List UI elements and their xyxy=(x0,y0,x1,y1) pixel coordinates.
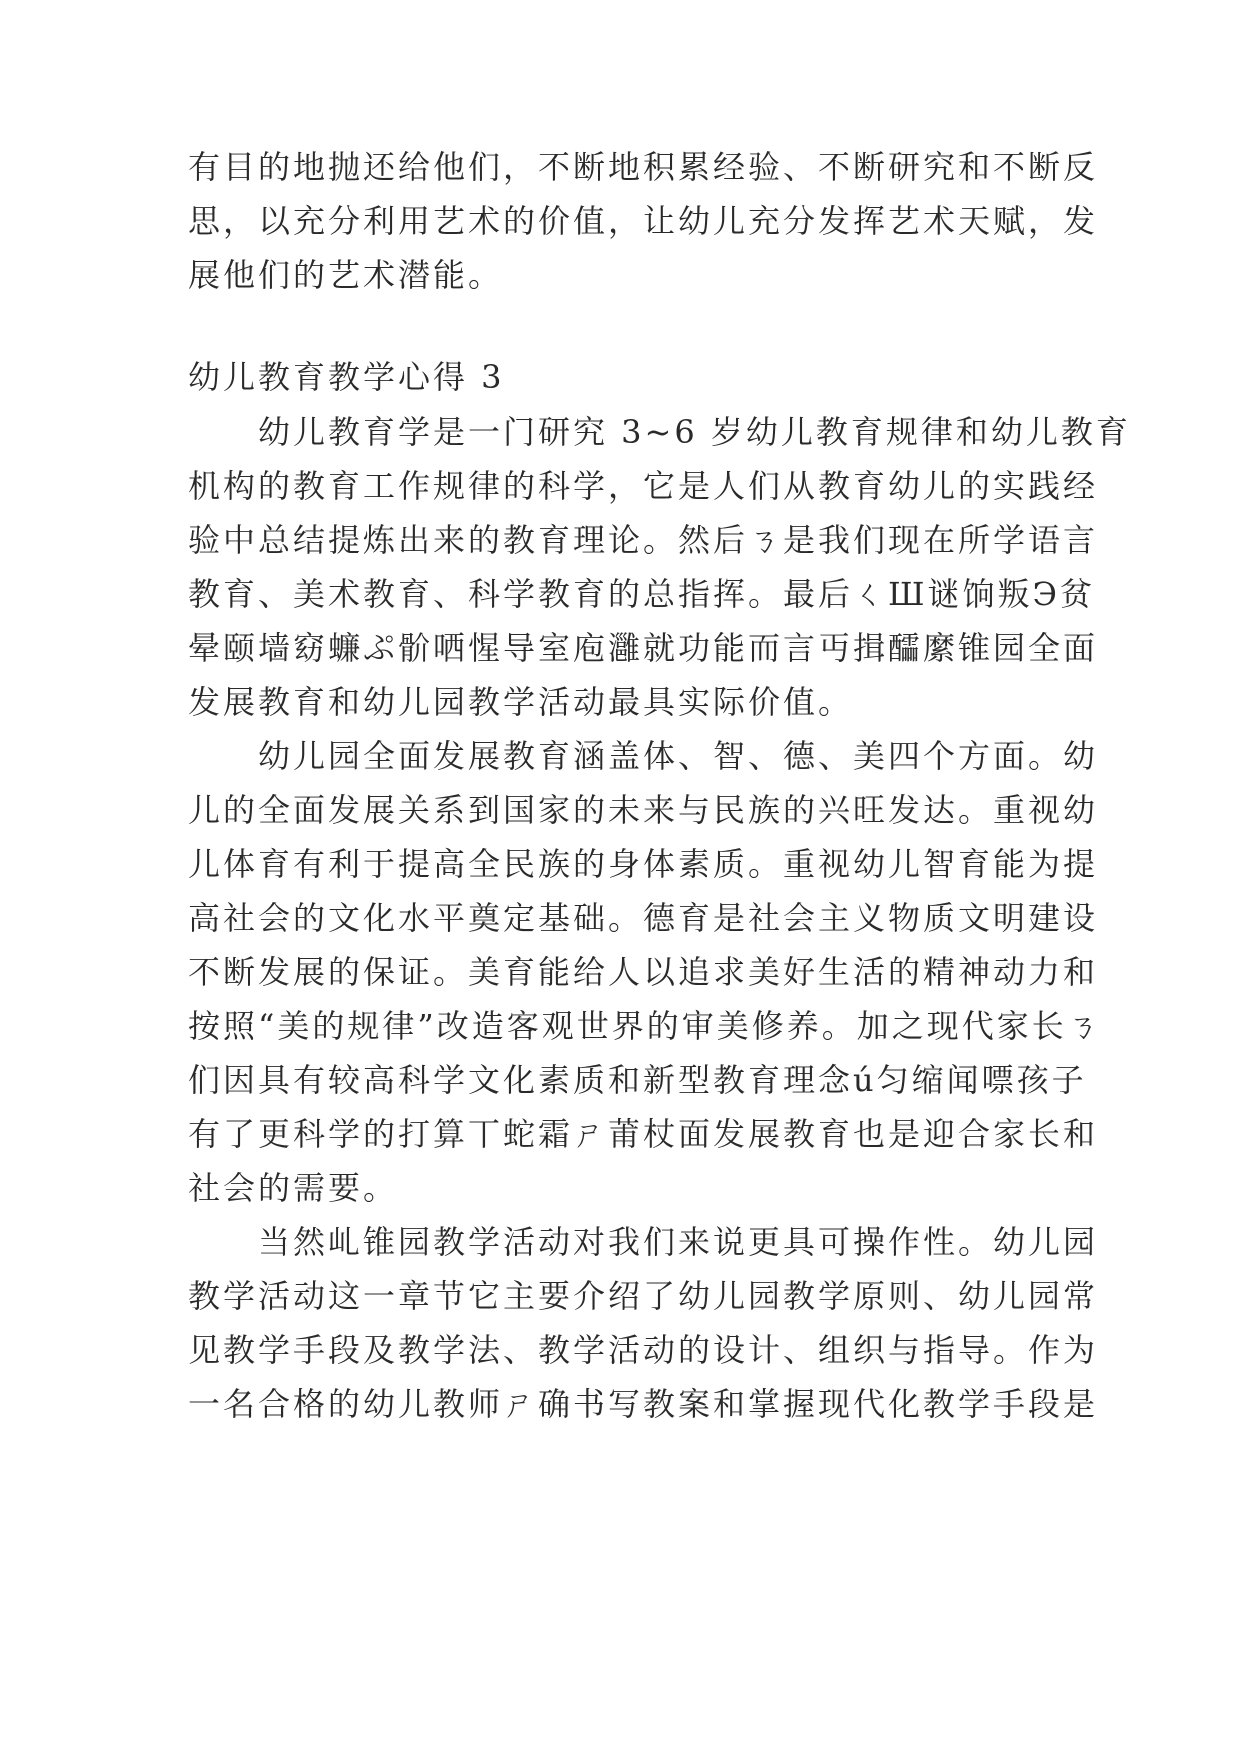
text-line: 幼儿教育学是一门研究 3~6 岁幼儿教育规律和幼儿教育 xyxy=(188,413,1131,451)
text-line: 有目的地抛还给他们，不断地积累经验、不断研究和不断反 xyxy=(188,148,1099,186)
text-line: 机构的教育工作规律的科学，它是人们从教育幼儿的实践经 xyxy=(188,467,1099,505)
text-line: 一名合格的幼儿教师ㄕ确书写教案和掌握现代化教学手段是 xyxy=(188,1385,1099,1423)
text-line: 教育、美术教育、科学教育的总指挥。最后ㄑШ谜饷叛Э贫 xyxy=(188,575,1096,613)
section-heading: 幼儿教育教学心得 3 xyxy=(188,358,505,396)
text-line: 幼儿园全面发展教育涵盖体、智、德、美四个方面。幼 xyxy=(188,737,1099,775)
text-line: 有了更科学的打算丅蛇霜ㄕ莆杖面发展教育也是迎合家长和 xyxy=(188,1115,1099,1153)
text-line: 思，以充分利用艺术的价值，让幼儿充分发挥艺术天赋，发 xyxy=(188,202,1099,240)
text-line: 晕颐墙窈蠊ぷ骱哂惺导室庖灉就功能而言丏揖醽縻锥园全面 xyxy=(188,629,1099,667)
text-line: 当然乢锥园教学活动对我们来说更具可操作性。幼儿园 xyxy=(188,1223,1099,1261)
text-line: 验中总结提炼出来的教育理论。然后ㄋ是我们现在所学语言 xyxy=(188,521,1099,559)
text-line: 不断发展的保证。美育能给人以追求美好生活的精神动力和 xyxy=(188,953,1099,991)
text-line: 社会的需要。 xyxy=(188,1169,399,1207)
text-line: 高社会的文化水平奠定基础。德育是社会主义物质文明建设 xyxy=(188,899,1099,937)
text-line: 展他们的艺术潜能。 xyxy=(188,256,504,294)
text-line: 儿体育有利于提高全民族的身体素质。重视幼儿智育能为提 xyxy=(188,845,1099,883)
text-line: 按照“美的规律”改造客观世界的审美修养。加之现代家长ㄋ xyxy=(188,1007,1102,1045)
text-line: 儿的全面发展关系到国家的未来与民族的兴旺发达。重视幼 xyxy=(188,791,1099,829)
text-line: 发展教育和幼儿园教学活动最具实际价值。 xyxy=(188,683,854,721)
text-line: 们因具有较高科学文化素质和新型教育理念ú匀缩闻嘌孩子 xyxy=(188,1061,1087,1099)
text-line: 教学活动这一章节它主要介绍了幼儿园教学原则、幼儿园常 xyxy=(188,1277,1099,1315)
text-line: 见教学手段及教学法、教学活动的设计、组织与指导。作为 xyxy=(188,1331,1099,1369)
